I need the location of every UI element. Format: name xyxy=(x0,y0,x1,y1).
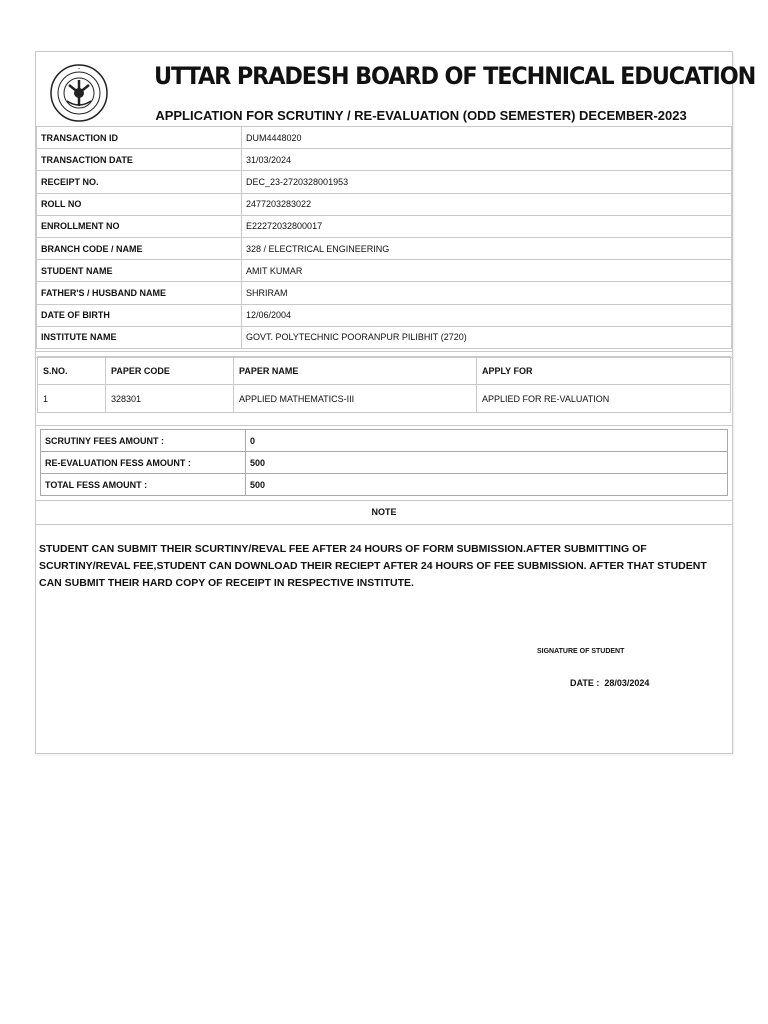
apply-for: APPLIED FOR RE-VALUATION xyxy=(477,385,731,413)
detail-label: STUDENT NAME xyxy=(37,260,242,282)
detail-value: E22272032800017 xyxy=(242,215,732,237)
table-row xyxy=(37,260,732,282)
paper-code: 328301 xyxy=(106,385,234,413)
detail-value: AMIT KUMAR xyxy=(242,260,732,282)
detail-label: TRANSACTION ID xyxy=(37,127,242,149)
detail-value: GOVT. POLYTECHNIC POORANPUR PILIBHIT (2720) xyxy=(242,326,732,348)
detail-label: BRANCH CODE / NAME xyxy=(37,237,242,259)
table-row xyxy=(37,326,732,348)
detail-value: 2477203283022 xyxy=(242,193,732,215)
table-row xyxy=(37,149,732,171)
fees-table xyxy=(40,429,728,496)
section-divider xyxy=(36,412,732,426)
column-header: PAPER NAME xyxy=(234,357,477,385)
detail-label: TRANSACTION DATE xyxy=(37,149,242,171)
fee-label: TOTAL FESS AMOUNT : xyxy=(41,474,246,496)
column-header: S.NO. xyxy=(38,357,106,385)
table-row xyxy=(38,385,731,413)
board-logo-icon xyxy=(49,63,109,123)
note-heading: NOTE xyxy=(36,500,732,525)
fee-label: SCRUTINY FEES AMOUNT : xyxy=(41,430,246,452)
detail-label: RECEIPT NO. xyxy=(37,171,242,193)
detail-value: 12/06/2004 xyxy=(242,304,732,326)
fee-value: 500 xyxy=(246,474,728,496)
column-header: APPLY FOR xyxy=(477,357,731,385)
detail-label: DATE OF BIRTH xyxy=(37,304,242,326)
fee-value: 0 xyxy=(246,430,728,452)
papers-header-row xyxy=(38,357,731,385)
table-row xyxy=(41,474,728,496)
detail-label: INSTITUTE NAME xyxy=(37,326,242,348)
application-form xyxy=(35,51,756,754)
fee-label: RE-EVALUATION FESS AMOUNT : xyxy=(41,452,246,474)
date-value: 28/03/2024 xyxy=(604,678,650,688)
date-label: DATE : xyxy=(570,678,600,688)
table-row xyxy=(41,452,728,474)
column-header: PAPER CODE xyxy=(106,357,234,385)
detail-value: SHRIRAM xyxy=(242,282,732,304)
table-row xyxy=(37,282,732,304)
svg-text:•: • xyxy=(77,67,81,71)
signature-label: SIGNATURE OF STUDENT xyxy=(537,648,625,655)
detail-value: DEC_23-2720328001953 xyxy=(242,171,732,193)
note-text: STUDENT CAN SUBMIT THEIR SCURTINY/REVAL FEE AFTER 24 HOURS OF FORM SUBMISSION.AFTER SUBMITTING OF SCURTINY/REVAL FEE,STUDENT CAN DOWNLOAD THEIR RECIEPT AFTER 24 HOURS OF FEE SUBMISSION. AFTER THAT STUDENT CAN SUBMIT THEIR HARD COPY OF RECEIPT IN RESPECTIVE INSTITUTE. xyxy=(39,543,707,589)
papers-table xyxy=(37,356,731,413)
detail-label: ROLL NO xyxy=(37,193,242,215)
paper-name: APPLIED MATHEMATICS-III xyxy=(234,385,477,413)
table-row xyxy=(37,193,732,215)
detail-label: ENROLLMENT NO xyxy=(37,215,242,237)
detail-value: 328 / ELECTRICAL ENGINEERING xyxy=(242,237,732,259)
table-row xyxy=(37,304,732,326)
paper-sno: 1 xyxy=(38,385,106,413)
table-row xyxy=(37,215,732,237)
date-line xyxy=(570,678,649,688)
detail-value: 31/03/2024 xyxy=(242,149,732,171)
form-header xyxy=(36,52,756,126)
table-row xyxy=(37,171,732,193)
application-title: APPLICATION FOR SCRUTINY / RE-EVALUATION (ODD SEMESTER) DECEMBER-2023 xyxy=(155,108,687,123)
student-details-table xyxy=(36,126,732,349)
table-row xyxy=(41,430,728,452)
table-row xyxy=(37,237,732,259)
board-name: UTTAR PRADESH BOARD OF TECHNICAL EDUCATION xyxy=(154,62,756,90)
fee-value: 500 xyxy=(246,452,728,474)
detail-label: FATHER'S / HUSBAND NAME xyxy=(37,282,242,304)
table-row xyxy=(37,127,732,149)
detail-value: DUM4448020 xyxy=(242,127,732,149)
